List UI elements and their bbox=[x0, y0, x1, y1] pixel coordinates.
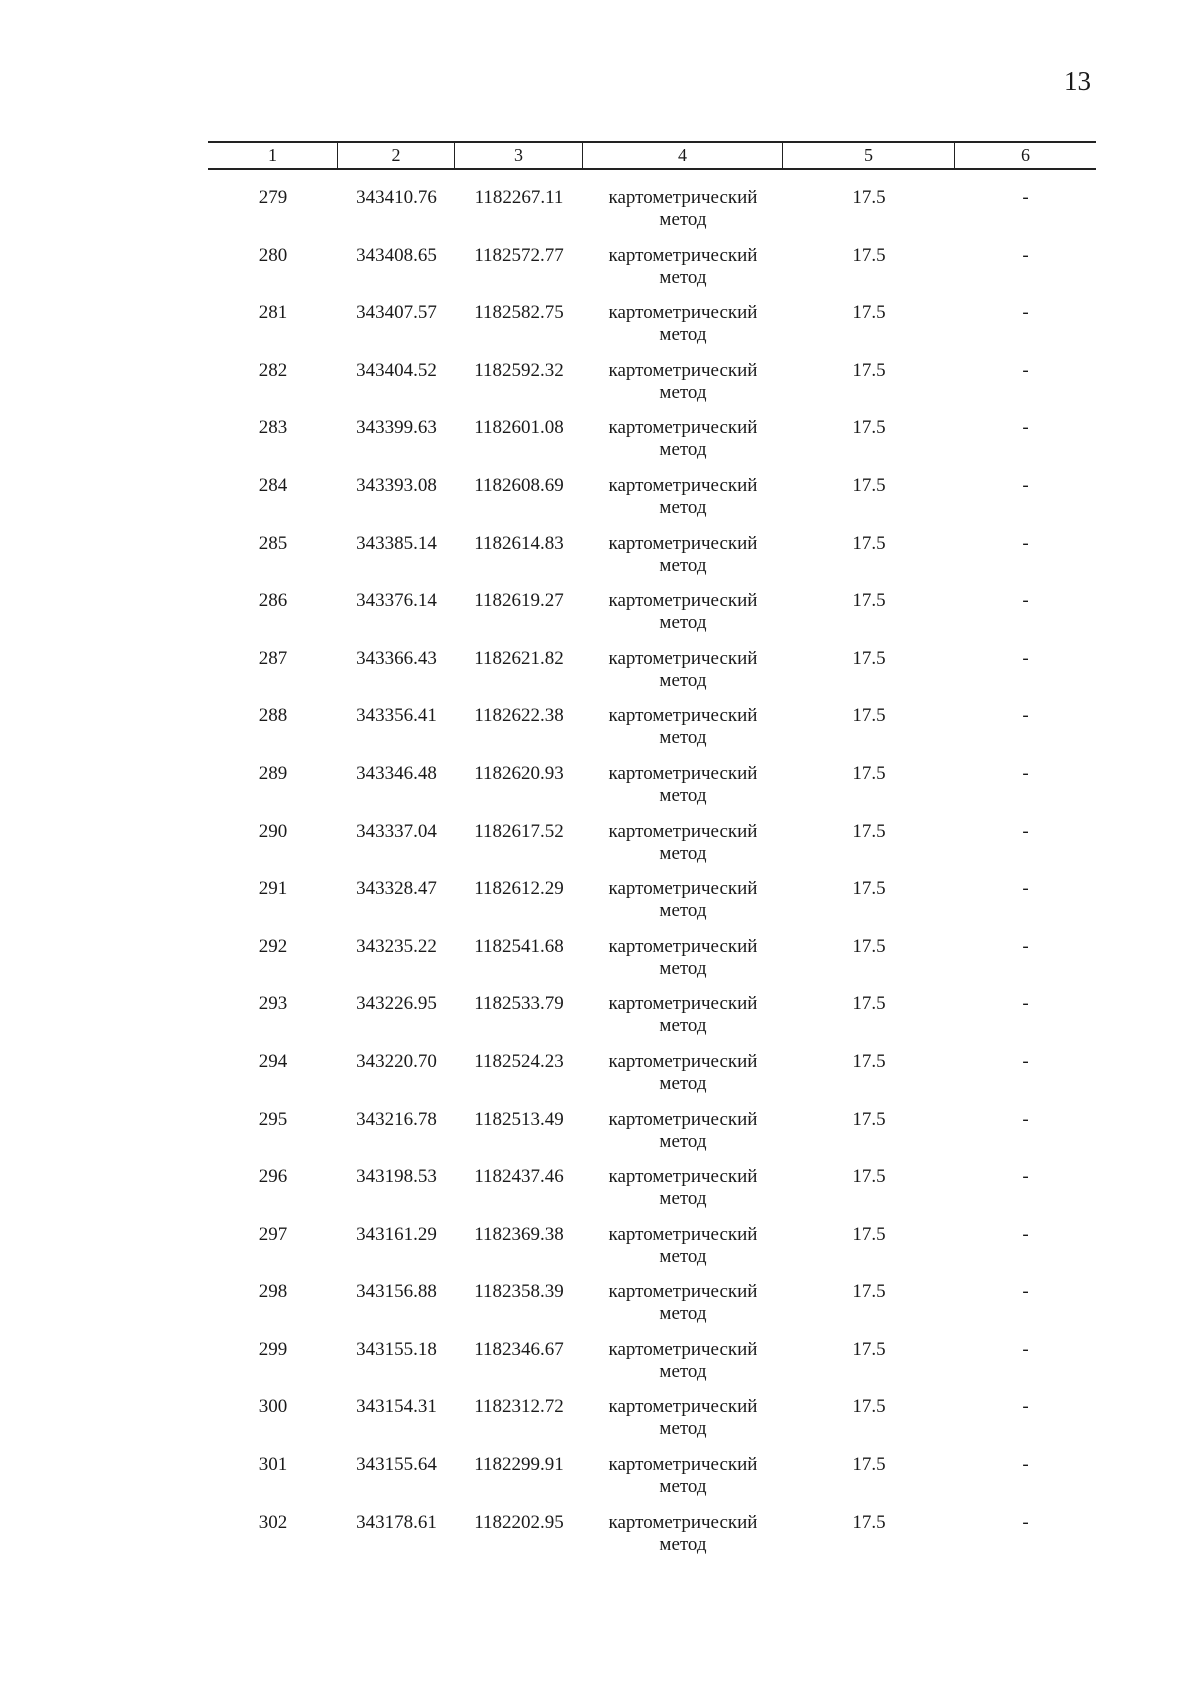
coordinates-table bbox=[208, 141, 1096, 1569]
table-row bbox=[208, 1224, 1096, 1282]
method-line2: метод bbox=[659, 727, 707, 749]
method-cell bbox=[583, 1396, 783, 1454]
point-number-cell: 291 bbox=[258, 878, 288, 900]
method-line2: метод bbox=[659, 381, 707, 403]
method-line2: метод bbox=[659, 1072, 707, 1094]
precision-cell: 17.5 bbox=[852, 1050, 886, 1072]
method-line1: картометрический bbox=[608, 187, 758, 208]
method-line2: метод bbox=[659, 784, 707, 806]
method-cell bbox=[583, 936, 783, 994]
table-row bbox=[208, 1109, 1096, 1167]
point-number-cell: 288 bbox=[258, 705, 288, 727]
y-coordinate-cell: 1182437.46 bbox=[474, 1166, 564, 1188]
method-line1: картометрический bbox=[608, 1166, 758, 1188]
method-cell bbox=[583, 245, 783, 303]
precision-cell: 17.5 bbox=[852, 1454, 886, 1476]
point-number-cell: 281 bbox=[258, 302, 288, 324]
note-cell: - bbox=[1022, 993, 1029, 1015]
method-line1: картометрический bbox=[608, 935, 758, 957]
x-coordinate-cell: 343220.70 bbox=[356, 1050, 437, 1072]
point-number-cell: 298 bbox=[258, 1281, 288, 1303]
table-row bbox=[208, 1051, 1096, 1109]
method-cell bbox=[583, 1051, 783, 1109]
method-line1: картометрический bbox=[608, 1223, 758, 1245]
note-cell: - bbox=[1022, 705, 1029, 727]
page-number: 13 bbox=[1064, 66, 1091, 96]
y-coordinate-cell: 1182601.08 bbox=[474, 417, 564, 439]
x-coordinate-cell: 343346.48 bbox=[356, 762, 437, 784]
column-header-2: 2 bbox=[338, 143, 455, 168]
y-coordinate-cell: 1182582.75 bbox=[474, 302, 564, 324]
column-header-1: 1 bbox=[208, 143, 338, 168]
method-line1: картометрический bbox=[608, 878, 758, 900]
table-row bbox=[208, 417, 1096, 475]
method-cell bbox=[583, 821, 783, 879]
note-cell: - bbox=[1022, 1338, 1029, 1360]
table-row bbox=[208, 1454, 1096, 1512]
x-coordinate-cell: 343337.04 bbox=[356, 820, 437, 842]
note-cell: - bbox=[1022, 1050, 1029, 1072]
point-number-cell: 293 bbox=[258, 993, 288, 1015]
note-cell: - bbox=[1022, 1396, 1029, 1418]
note-cell: - bbox=[1022, 1166, 1029, 1188]
method-cell bbox=[583, 302, 783, 360]
precision-cell: 17.5 bbox=[852, 993, 886, 1015]
point-number-cell: 279 bbox=[258, 187, 288, 208]
precision-cell: 17.5 bbox=[852, 1281, 886, 1303]
method-cell bbox=[583, 763, 783, 821]
method-line1: картометрический bbox=[608, 474, 758, 496]
method-cell bbox=[583, 878, 783, 936]
precision-cell: 17.5 bbox=[852, 647, 886, 669]
x-coordinate-cell: 343226.95 bbox=[356, 993, 437, 1015]
note-cell: - bbox=[1022, 532, 1029, 554]
table-row bbox=[208, 533, 1096, 591]
table-row bbox=[208, 648, 1096, 706]
method-line2: метод bbox=[659, 1533, 707, 1555]
point-number-cell: 290 bbox=[258, 820, 288, 842]
y-coordinate-cell: 1182622.38 bbox=[474, 705, 564, 727]
method-line1: картометрический bbox=[608, 762, 758, 784]
method-line2: метод bbox=[659, 957, 707, 979]
y-coordinate-cell: 1182617.52 bbox=[474, 820, 564, 842]
note-cell: - bbox=[1022, 302, 1029, 324]
point-number-cell: 295 bbox=[258, 1108, 288, 1130]
y-coordinate-cell: 1182592.32 bbox=[474, 359, 564, 381]
x-coordinate-cell: 343216.78 bbox=[356, 1108, 437, 1130]
x-coordinate-cell: 343161.29 bbox=[356, 1223, 437, 1245]
method-line2: метод bbox=[659, 1476, 707, 1498]
table-row bbox=[208, 993, 1096, 1051]
x-coordinate-cell: 343404.52 bbox=[356, 359, 437, 381]
y-coordinate-cell: 1182358.39 bbox=[474, 1281, 564, 1303]
table-row bbox=[208, 878, 1096, 936]
column-header-4: 4 bbox=[583, 143, 783, 168]
x-coordinate-cell: 343376.14 bbox=[356, 590, 437, 612]
method-line1: картометрический bbox=[608, 1338, 758, 1360]
table-row bbox=[208, 590, 1096, 648]
y-coordinate-cell: 1182346.67 bbox=[474, 1338, 564, 1360]
method-cell bbox=[583, 1281, 783, 1339]
precision-cell: 17.5 bbox=[852, 1223, 886, 1245]
method-line1: картометрический bbox=[608, 1108, 758, 1130]
y-coordinate-cell: 1182620.93 bbox=[474, 762, 564, 784]
method-line1: картометрический bbox=[608, 359, 758, 381]
column-header-5: 5 bbox=[783, 143, 955, 168]
point-number-cell: 292 bbox=[258, 935, 288, 957]
y-coordinate-cell: 1182312.72 bbox=[474, 1396, 564, 1418]
table-row bbox=[208, 302, 1096, 360]
y-coordinate-cell: 1182524.23 bbox=[474, 1050, 564, 1072]
precision-cell: 17.5 bbox=[852, 1396, 886, 1418]
x-coordinate-cell: 343155.64 bbox=[356, 1454, 437, 1476]
point-number-cell: 301 bbox=[258, 1454, 288, 1476]
note-cell: - bbox=[1022, 647, 1029, 669]
x-coordinate-cell: 343408.65 bbox=[356, 244, 437, 266]
note-cell: - bbox=[1022, 878, 1029, 900]
x-coordinate-cell: 343356.41 bbox=[356, 705, 437, 727]
method-line2: метод bbox=[659, 1360, 707, 1382]
precision-cell: 17.5 bbox=[852, 878, 886, 900]
x-coordinate-cell: 343366.43 bbox=[356, 647, 437, 669]
method-cell bbox=[583, 1454, 783, 1512]
method-cell bbox=[583, 417, 783, 475]
method-cell bbox=[583, 705, 783, 763]
method-cell bbox=[583, 360, 783, 418]
method-line1: картометрический bbox=[608, 1281, 758, 1303]
method-line1: картометрический bbox=[608, 302, 758, 324]
table-row bbox=[208, 245, 1096, 303]
point-number-cell: 284 bbox=[258, 474, 288, 496]
x-coordinate-cell: 343198.53 bbox=[356, 1166, 437, 1188]
x-coordinate-cell: 343399.63 bbox=[356, 417, 437, 439]
table-header-row bbox=[208, 141, 1096, 170]
note-cell: - bbox=[1022, 474, 1029, 496]
y-coordinate-cell: 1182612.29 bbox=[474, 878, 564, 900]
point-number-cell: 285 bbox=[258, 532, 288, 554]
precision-cell: 17.5 bbox=[852, 532, 886, 554]
precision-cell: 17.5 bbox=[852, 417, 886, 439]
method-line1: картометрический bbox=[608, 244, 758, 266]
point-number-cell: 283 bbox=[258, 417, 288, 439]
method-line2: метод bbox=[659, 496, 707, 518]
column-header-6: 6 bbox=[1021, 145, 1030, 165]
precision-cell: 17.5 bbox=[852, 1166, 886, 1188]
method-cell bbox=[583, 1339, 783, 1397]
table-row bbox=[208, 1166, 1096, 1224]
point-number-cell: 299 bbox=[258, 1338, 288, 1360]
y-coordinate-cell: 1182299.91 bbox=[474, 1454, 564, 1476]
method-line2: метод bbox=[659, 612, 707, 634]
method-line1: картометрический bbox=[608, 1454, 758, 1476]
point-number-cell: 300 bbox=[258, 1396, 288, 1418]
method-line2: метод bbox=[659, 1245, 707, 1267]
table-row bbox=[208, 475, 1096, 533]
note-cell: - bbox=[1022, 244, 1029, 266]
method-line2: метод bbox=[659, 324, 707, 346]
note-cell: - bbox=[1022, 1108, 1029, 1130]
point-number-cell: 302 bbox=[258, 1511, 288, 1533]
method-line1: картометрический bbox=[608, 1050, 758, 1072]
method-line2: метод bbox=[659, 266, 707, 288]
point-number-cell: 286 bbox=[258, 590, 288, 612]
x-coordinate-cell: 343385.14 bbox=[356, 532, 437, 554]
y-coordinate-cell: 1182608.69 bbox=[474, 474, 564, 496]
x-coordinate-cell: 343155.18 bbox=[356, 1338, 437, 1360]
point-number-cell: 297 bbox=[258, 1223, 288, 1245]
table-body bbox=[208, 187, 1096, 1569]
precision-cell: 17.5 bbox=[852, 590, 886, 612]
precision-cell: 17.5 bbox=[852, 762, 886, 784]
method-line1: картометрический bbox=[608, 417, 758, 439]
method-cell bbox=[583, 648, 783, 706]
x-coordinate-cell: 343156.88 bbox=[356, 1281, 437, 1303]
table-row bbox=[208, 705, 1096, 763]
x-coordinate-cell: 343235.22 bbox=[356, 935, 437, 957]
method-line1: картометрический bbox=[608, 1396, 758, 1418]
y-coordinate-cell: 1182619.27 bbox=[474, 590, 564, 612]
precision-cell: 17.5 bbox=[852, 474, 886, 496]
table-row bbox=[208, 1512, 1096, 1570]
column-header-3: 3 bbox=[455, 143, 583, 168]
point-number-cell: 289 bbox=[258, 762, 288, 784]
x-coordinate-cell: 343328.47 bbox=[356, 878, 437, 900]
table-row bbox=[208, 1396, 1096, 1454]
method-cell bbox=[583, 533, 783, 591]
method-line2: метод bbox=[659, 1188, 707, 1210]
x-coordinate-cell: 343393.08 bbox=[356, 474, 437, 496]
precision-cell: 17.5 bbox=[852, 244, 886, 266]
y-coordinate-cell: 1182541.68 bbox=[474, 935, 564, 957]
method-line2: метод bbox=[659, 554, 707, 576]
method-line1: картометрический bbox=[608, 532, 758, 554]
y-coordinate-cell: 1182621.82 bbox=[474, 647, 564, 669]
method-cell bbox=[583, 590, 783, 648]
table-row bbox=[208, 1339, 1096, 1397]
method-line2: метод bbox=[659, 439, 707, 461]
table-row bbox=[208, 936, 1096, 994]
table-row bbox=[208, 1281, 1096, 1339]
method-line1: картометрический bbox=[608, 1511, 758, 1533]
method-line1: картометрический bbox=[608, 993, 758, 1015]
note-cell: - bbox=[1022, 1511, 1029, 1533]
note-cell: - bbox=[1022, 359, 1029, 381]
method-line2: метод bbox=[659, 209, 707, 230]
method-cell bbox=[583, 475, 783, 533]
precision-cell: 17.5 bbox=[852, 820, 886, 842]
method-line2: метод bbox=[659, 1303, 707, 1325]
point-number-cell: 294 bbox=[258, 1050, 288, 1072]
note-cell: - bbox=[1022, 1223, 1029, 1245]
method-line2: метод bbox=[659, 900, 707, 922]
table-row bbox=[208, 187, 1096, 245]
method-line1: картометрический bbox=[608, 590, 758, 612]
method-line2: метод bbox=[659, 1418, 707, 1440]
table-row bbox=[208, 360, 1096, 418]
method-cell bbox=[583, 1166, 783, 1224]
note-cell: - bbox=[1022, 417, 1029, 439]
precision-cell: 17.5 bbox=[852, 359, 886, 381]
y-coordinate-cell: 1182533.79 bbox=[474, 993, 564, 1015]
x-coordinate-cell: 343407.57 bbox=[356, 302, 437, 324]
note-cell: - bbox=[1022, 1281, 1029, 1303]
note-cell: - bbox=[1022, 935, 1029, 957]
x-coordinate-cell: 343410.76 bbox=[356, 187, 437, 208]
precision-cell: 17.5 bbox=[852, 705, 886, 727]
y-coordinate-cell: 1182202.95 bbox=[474, 1511, 564, 1533]
precision-cell: 17.5 bbox=[852, 302, 886, 324]
y-coordinate-cell: 1182369.38 bbox=[474, 1223, 564, 1245]
method-line1: картометрический bbox=[608, 820, 758, 842]
method-line2: метод bbox=[659, 669, 707, 691]
point-number-cell: 280 bbox=[258, 244, 288, 266]
method-cell bbox=[583, 1224, 783, 1282]
method-cell bbox=[583, 1512, 783, 1570]
method-cell bbox=[583, 187, 783, 245]
y-coordinate-cell: 1182614.83 bbox=[474, 532, 564, 554]
precision-cell: 17.5 bbox=[852, 187, 886, 208]
x-coordinate-cell: 343178.61 bbox=[356, 1511, 437, 1533]
note-cell: - bbox=[1022, 590, 1029, 612]
method-cell bbox=[583, 993, 783, 1051]
y-coordinate-cell: 1182267.11 bbox=[474, 187, 564, 208]
precision-cell: 17.5 bbox=[852, 935, 886, 957]
table-row bbox=[208, 821, 1096, 879]
note-cell: - bbox=[1022, 187, 1029, 208]
method-line2: метод bbox=[659, 842, 707, 864]
method-line2: метод bbox=[659, 1015, 707, 1037]
method-cell bbox=[583, 1109, 783, 1167]
precision-cell: 17.5 bbox=[852, 1511, 886, 1533]
method-line1: картометрический bbox=[608, 647, 758, 669]
note-cell: - bbox=[1022, 762, 1029, 784]
note-cell: - bbox=[1022, 820, 1029, 842]
x-coordinate-cell: 343154.31 bbox=[356, 1396, 437, 1418]
point-number-cell: 282 bbox=[258, 359, 288, 381]
method-line1: картометрический bbox=[608, 705, 758, 727]
y-coordinate-cell: 1182513.49 bbox=[474, 1108, 564, 1130]
method-line2: метод bbox=[659, 1130, 707, 1152]
precision-cell: 17.5 bbox=[852, 1108, 886, 1130]
table-row bbox=[208, 763, 1096, 821]
point-number-cell: 296 bbox=[258, 1166, 288, 1188]
y-coordinate-cell: 1182572.77 bbox=[474, 244, 564, 266]
note-cell: - bbox=[1022, 1454, 1029, 1476]
point-number-cell: 287 bbox=[258, 647, 288, 669]
precision-cell: 17.5 bbox=[852, 1338, 886, 1360]
